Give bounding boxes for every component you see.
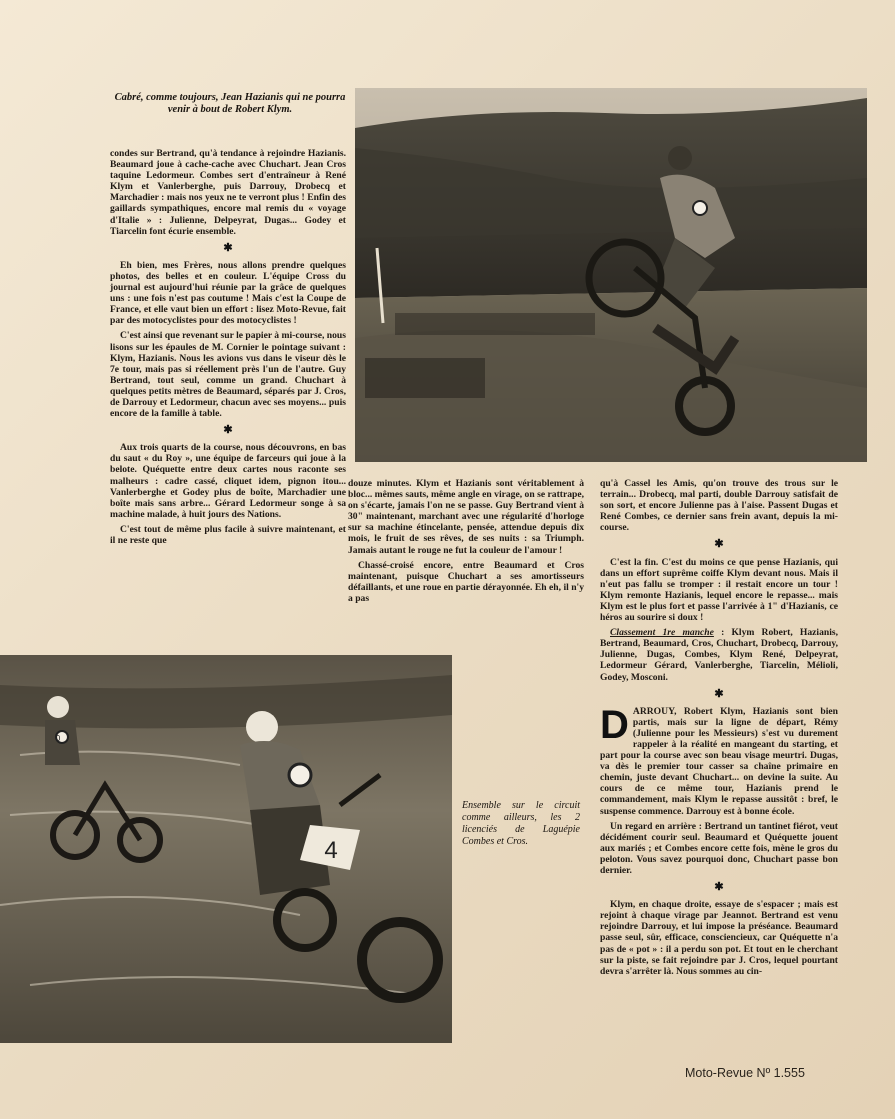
separator-star-icon: ✱ — [714, 687, 724, 700]
paragraph: Klym, en chaque droite, essaye de s'espacer ; mais est rejoint à chaque virage par Jeannot. Bertrand est venu rejoindre Darrouy, et lui impose la préséance. Beaumard passe seul, sûr, efficace, consciencieux, car Quéquette n'a pas de « pot » : il a perdu son pot. Et tout en le cherchant sur la piste, se fait rejoindre par J. Cros, lequel pourtant devra s'arrêter là. Nous sommes au cin- — [600, 899, 838, 977]
paragraph: Chassé-croisé encore, entre Beaumard et Cros maintenant, puisque Chuchart a ses amortisseurs défaillants, et une roue en partie dérayonnée. Eh eh, il n'y a pas — [348, 559, 584, 604]
classement-paragraph — [600, 627, 838, 682]
paragraph: douze minutes. Klym et Hazianis sont véritablement à bloc... mêmes sauts, même angle en virage, on se rattrape, on s'écarte, jamais l'on ne se passe. Guy Bertrand vient à 30" maintenant, marchant avec une régularité d'horloge sur sa machine étincelante, pensée, attendue depuis dix mois, le fruit de ses rêves, de ses nuits : sa Triumph. Jamais autant le rouge ne fut la couleur de l'amour ! — [348, 478, 584, 556]
paragraph: C'est ainsi que revenant sur le papier à mi-course, nous lisons sur les épaules de M. Cornier le pointage suivant : Klym, Hazianis. Nous les avions vus dans le viseur dès le 7e tour, mais pas si réellement près l'un de l'autre. Guy Bertrand, tout seul, comme un grand. Chuchart à quelques petits mètres de Beaumard, séparés par J. Cros, de Darrouy et Ledormeur, chacun avec ses moyens... puis encore de la famille à table. — [110, 330, 346, 420]
top-photo-caption: Cabré, comme toujours, Jean Hazianis qui ne pourra venir à bout de Robert Klym. — [114, 92, 346, 115]
bottom-photo-caption: Ensemble sur le circuit comme ailleurs, les 2 licenciés de Laguépie Combes et Cros. — [462, 800, 580, 847]
paragraph: qu'à Cassel les Amis, qu'on trouve des trous sur le terrain... Drobecq, mal parti, double Darrouy satisfait de son sort, et encore Julienne pas à l'aise. Passent Dugas et René Combes, ce dernier sans frein avant, depuis la mi-course. — [600, 478, 838, 534]
column-3 — [600, 478, 838, 981]
dropcap-letter: D — [600, 702, 629, 747]
paragraph-dropcap — [600, 702, 838, 817]
column-1 — [110, 148, 346, 550]
classement-label: Classement 1re manche — [610, 627, 714, 639]
paragraph: C'est tout de même plus facile à suivre maintenant, et il ne reste que — [110, 523, 346, 546]
separator-star-icon: ✱ — [714, 538, 724, 551]
paragraph: Eh bien, mes Frères, nous allons prendre quelques photos, des belles et en couleur. L'équipe Cross du journal est aujourd'hui réunie par la grâce de quelques uns : une fois n'est pas coutume ! Mais c'est la Coupe de France, et elle vaut bien un effort : lisez Moto-Revue, fait par des motocyclistes pour des motocyclistes ! — [110, 259, 346, 327]
paragraph: Aux trois quarts de la course, nous découvrons, en bas du saut « du Roy », une équipe de farceurs qui joue à la belote. Quéquette entre deux cartes nous raconte ses malheurs : cadre cassé, cliquet idem, pignon itou... Vanlerberghe et Godey plus de boîte, Marchadier une boîte mais sans arbre... Gérard Ledormeur songe à sa machine malade, à huit jours des Nations. — [110, 442, 346, 520]
paragraph: Un regard en arrière : Bertrand un tantinet fiérot, veut décidément courir seul. Beaumard et Quéquette jouent aux mariés ; et Combes encore cette fois, mène le gros du peloton. Vous savez pourquoi donc, Chuchart passe bon dernier. — [600, 820, 838, 876]
classement-text: : Klym Robert, Hazianis, Bertrand, Beaumard, Cros, Chuchart, Drobecq, Darrouy, Julienne, Dugas, Combes, Klym René, Delpeyrat, Ledormeur Gérard, Vanlerberghe, Tiarcelin, Mélioli, Godey, Mosconi. — [600, 627, 838, 683]
right-rider-number: 4 — [324, 837, 338, 864]
photo-two-riders — [0, 655, 452, 1043]
paragraph: condes sur Bertrand, qu'à tendance à rejoindre Hazianis. Beaumard joue à cache-cache avec Chuchart. Jean Cros taquine Ledormeur. Combes sert d'entraîneur à René Klym et Vanlerberghe, puis Darrouy, Drobecq et Marchadier : mais nos yeux ne te verront plus ! Enfin des gaillards sympathiques, encore mal remis du « voyage d'Italie » : Julienne, Delpeyrat, Dugas... Godey et Tiarcelin font écurie ensemble. — [110, 148, 346, 237]
paragraph: C'est la fin. C'est du moins ce que pense Hazianis, qui dans un effort suprême coiffe Klym devant nous. Mais il n'eut pas fallu se tromper : il restait encore un tour ! Klym remonte Hazianis, lequel encore le repasse... mais Klym est le plus fort et passe l'arrivée à 1" d'Hazianis, ce héros au sourire si doux ! — [600, 556, 838, 624]
photo-motocross-wheelie — [355, 88, 867, 462]
page-folio: Moto-Revue Nº 1.555 — [685, 1066, 805, 1080]
separator-star-icon: ✱ — [223, 424, 233, 437]
dropcap-paragraph-text: ARROUY, Robert Klym, Hazianis sont bien partis, mais sur la ligne de départ, Rémy (Julienne pour les Messieurs) s'est vu durement rappeler à la réalité en mangeant du starting, et part pour la course avec son beau visage meurtri. Dugas, va dès le premier tour casser sa chaîne primaire en chemin, juste devant Chuchart... on devine la suite. Au cours de ce même tour, Hazianis prend le commandement, mais Klym le repasse aussitôt : bref, le suspense commence. Darrouy est à bonne école. — [600, 705, 838, 817]
separator-star-icon: ✱ — [714, 881, 724, 894]
separator-star-icon: ✱ — [223, 241, 233, 254]
column-2 — [348, 478, 584, 608]
left-rider-number: 0 — [55, 734, 61, 743]
